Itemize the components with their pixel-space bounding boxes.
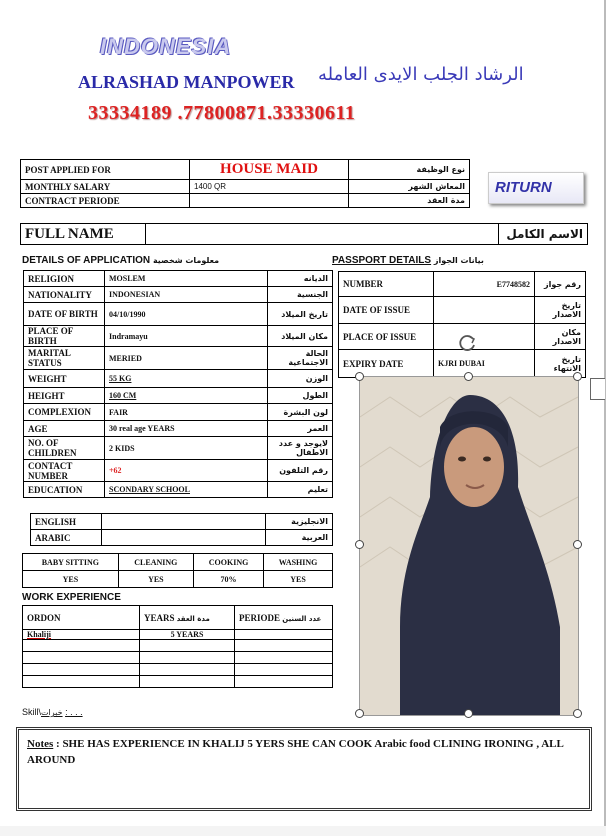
work-col-country: ORDON	[23, 606, 140, 630]
detail-row-value: 30 real age YEARS	[105, 421, 268, 437]
skill-header: BABY SITTING	[23, 554, 119, 571]
detail-row-value: FAIR	[105, 404, 268, 421]
work-experience-title: WORK EXPERIENCE	[22, 592, 121, 603]
work-row-country-text: Khaliji	[27, 630, 52, 639]
detail-row-label-ar: العمر	[268, 421, 333, 437]
rotate-handle-icon[interactable]	[458, 333, 478, 353]
skill-value: 70%	[193, 571, 263, 588]
detail-row-label: DATE OF BIRTH	[24, 303, 105, 326]
work-empty-cell	[23, 676, 140, 688]
work-row-country	[23, 630, 140, 640]
work-col-period-label: PERIODE	[239, 612, 281, 623]
skill-value: YES	[264, 571, 333, 588]
work-empty-cell	[140, 664, 235, 676]
work-col-period	[235, 606, 333, 630]
passport-row-value	[434, 324, 535, 350]
detail-row-label-ar: الديانه	[268, 271, 333, 287]
detail-row-value: +62	[105, 460, 268, 482]
detail-row-label-ar: لون البشرة	[268, 404, 333, 421]
skill-line-ar: خبرات	[41, 708, 63, 717]
application-heading-text: DETAILS OF APPLICATION	[22, 255, 151, 266]
work-empty-cell	[23, 640, 140, 652]
detail-row	[24, 326, 333, 347]
full-name-label: FULL NAME	[21, 224, 146, 245]
detail-row	[24, 370, 333, 388]
job-table	[20, 159, 470, 208]
full-name-table	[20, 223, 588, 245]
detail-row-label: RELIGION	[24, 271, 105, 287]
application-heading	[22, 255, 219, 266]
passport-row-label-ar: تاريخ الانتهاء	[535, 350, 586, 378]
post-label-ar: نوع الوظيفة	[349, 160, 470, 180]
resize-handle[interactable]	[573, 540, 582, 549]
post-label: POST APPLIED FOR	[21, 160, 190, 180]
notes-box	[16, 727, 592, 811]
detail-row	[24, 388, 333, 404]
language-row-label: ENGLISH	[31, 514, 102, 530]
skills-table	[22, 553, 333, 588]
detail-row-label: NATIONALITY	[24, 287, 105, 303]
detail-row-label-ar: مكان الميلاد	[268, 326, 333, 347]
detail-row-value: INDONESIAN	[105, 287, 268, 303]
detail-row	[24, 303, 333, 326]
work-empty-cell	[23, 652, 140, 664]
notes-label: Notes	[27, 738, 54, 750]
skill-header: CLEANING	[118, 554, 193, 571]
language-row	[31, 530, 333, 546]
detail-row-label: WEIGHT	[24, 370, 105, 388]
passport-heading-ar: بيانات الجواز	[433, 256, 484, 265]
detail-row-label-ar: الطول	[268, 388, 333, 404]
passport-row-label-ar: تاريخ الاصدار	[535, 297, 586, 324]
detail-row-label: MARITAL STATUS	[24, 347, 105, 370]
work-table	[22, 605, 333, 688]
passport-row-label: EXPIRY DATE	[339, 350, 434, 378]
detail-row	[24, 421, 333, 437]
passport-row	[339, 350, 586, 378]
passport-row-value	[434, 297, 535, 324]
passport-heading-text: PASSPORT DETAILS	[332, 255, 432, 266]
detail-row	[24, 347, 333, 370]
work-empty-cell	[235, 676, 333, 688]
detail-row-value: 2 KIDS	[105, 437, 268, 460]
post-value: HOUSE MAID	[190, 160, 349, 180]
detail-row	[24, 287, 333, 303]
passport-row-label-ar: رقم جواز	[535, 272, 586, 297]
work-empty-cell	[235, 664, 333, 676]
detail-row-label-ar: لايوجد و عدد الاطفال	[268, 437, 333, 460]
language-row-value	[102, 514, 266, 530]
full-name-value	[146, 224, 499, 245]
detail-row-label: AGE	[24, 421, 105, 437]
skill-line-label: Skill\	[22, 707, 42, 717]
notes-text: : SHE HAS EXPERIENCE IN KHALIJ 5 YERS SHE CAN COOK Arabic food CLINING IRONING , ALL AROUND	[27, 738, 564, 766]
resize-handle[interactable]	[355, 540, 364, 549]
work-empty-cell	[235, 640, 333, 652]
languages-table	[30, 513, 333, 546]
work-empty-cell	[140, 652, 235, 664]
detail-row	[24, 460, 333, 482]
passport-row-value: E7748582	[434, 272, 535, 297]
skill-line	[22, 707, 83, 717]
passport-row	[339, 297, 586, 324]
skill-value: YES	[118, 571, 193, 588]
language-row-label: ARABIC	[31, 530, 102, 546]
work-col-years-ar: مدة العقد	[176, 614, 210, 623]
skill-header: COOKING	[193, 554, 263, 571]
salary-label-ar: المعاش الشهر	[349, 180, 470, 194]
contract-label-ar: مدة العقد	[349, 194, 470, 208]
language-row-value	[102, 530, 266, 546]
skill-header: WASHING	[264, 554, 333, 571]
passport-row-value: KJRI DUBAI	[434, 350, 535, 378]
passport-heading	[332, 255, 484, 266]
detail-row-value: 55 KG	[105, 370, 268, 388]
detail-row-label: NO. OF CHILDREN	[24, 437, 105, 460]
resize-handle[interactable]	[573, 372, 582, 381]
language-row	[31, 514, 333, 530]
detail-row-label: CONTACT NUMBER	[24, 460, 105, 482]
work-col-years	[140, 606, 235, 630]
application-heading-ar: معلومات شخصية	[152, 256, 220, 265]
company-name-en: ALRASHAD MANPOWER	[78, 72, 295, 92]
detail-row	[24, 404, 333, 421]
language-row-label-ar: العربية	[266, 530, 333, 546]
country-title: INDONESIA	[100, 34, 232, 59]
detail-row-value: 160 CM	[105, 388, 268, 404]
skill-value: YES	[23, 571, 119, 588]
detail-row-label: PLACE OF BIRTH	[24, 326, 105, 347]
work-col-years-label: YEARS	[144, 612, 175, 623]
detail-row	[24, 271, 333, 287]
salary-value: 1400 QR	[190, 180, 349, 194]
passport-row-label-ar: مكان الاصدار	[535, 324, 586, 350]
resize-handle[interactable]	[355, 709, 364, 718]
details-table	[23, 270, 333, 498]
detail-row	[24, 482, 333, 498]
resize-handle[interactable]	[464, 372, 473, 381]
detail-row-label: COMPLEXION	[24, 404, 105, 421]
detail-row-label-ar: الحالة الاجتماعية	[268, 347, 333, 370]
resize-handle[interactable]	[355, 372, 364, 381]
return-badge	[488, 172, 584, 204]
work-col-period-ar: عدد السنين	[282, 614, 322, 623]
company-name-ar: الرشاد الجلب الايدى العامله	[318, 64, 524, 85]
work-row-period	[235, 630, 333, 640]
work-empty-cell	[23, 664, 140, 676]
passport-row-label: PLACE OF ISSUE	[339, 324, 434, 350]
detail-row-value: 04/10/1990	[105, 303, 268, 326]
detail-row-label-ar: الجنسية	[268, 287, 333, 303]
work-empty-cell	[140, 676, 235, 688]
language-row-label-ar: الانجليزية	[266, 514, 333, 530]
detail-row-value: SCONDARY SCHOOL	[105, 482, 268, 498]
detail-row-label-ar: الوزن	[268, 370, 333, 388]
photo-illustration	[360, 377, 578, 715]
resize-handle[interactable]	[464, 709, 473, 718]
full-name-label-ar: الاسم الكامل	[499, 224, 588, 245]
passport-row	[339, 272, 586, 297]
layout-options-icon[interactable]	[590, 378, 605, 400]
applicant-photo[interactable]	[359, 376, 579, 716]
passport-table	[338, 271, 586, 378]
work-empty-cell	[235, 652, 333, 664]
detail-row-label: HEIGHT	[24, 388, 105, 404]
passport-row-label: NUMBER	[339, 272, 434, 297]
passport-row-label: DATE OF ISSUE	[339, 297, 434, 324]
detail-row-label-ar: تعليم	[268, 482, 333, 498]
phone-numbers: 33334189 .77800871.33330611	[88, 102, 356, 124]
return-text: RITURN	[495, 179, 552, 196]
detail-row-label-ar: تاريخ الميلاد	[268, 303, 333, 326]
detail-row-value: Indramayu	[105, 326, 268, 347]
contract-value	[190, 194, 349, 208]
detail-row-label-ar: رقم التلفون	[268, 460, 333, 482]
contract-label: CONTRACT PERIODE	[21, 194, 190, 208]
detail-row-label: EDUCATION	[24, 482, 105, 498]
work-empty-cell	[140, 640, 235, 652]
skill-line-rest: : . . .	[65, 707, 83, 717]
detail-row-value: MOSLEM	[105, 271, 268, 287]
work-row-years: 5 YEARS	[140, 630, 235, 640]
salary-label: MONTHLY SALARY	[21, 180, 190, 194]
detail-row	[24, 437, 333, 460]
detail-row-value: MERIED	[105, 347, 268, 370]
resize-handle[interactable]	[573, 709, 582, 718]
